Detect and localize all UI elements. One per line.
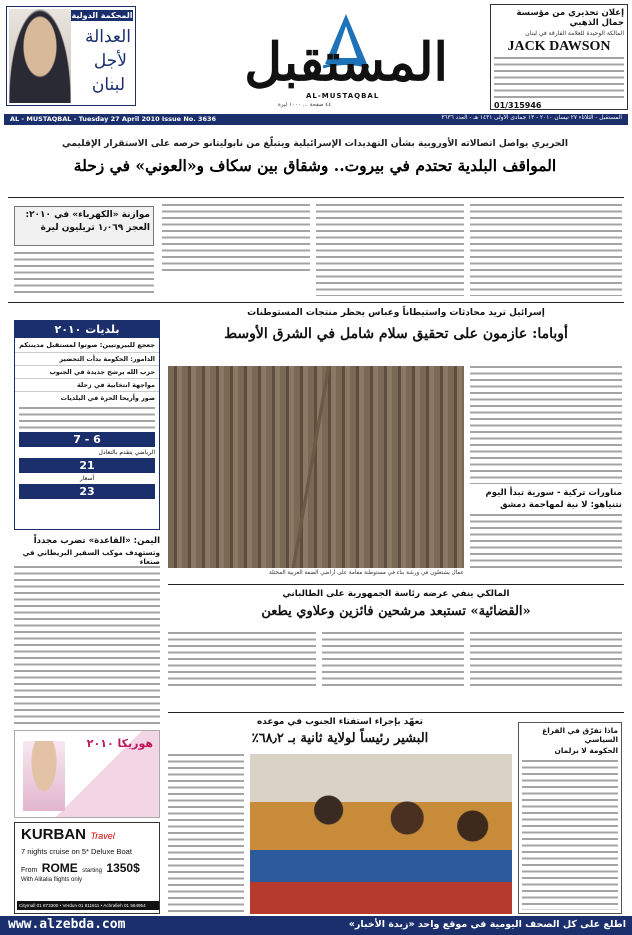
settlement-caption: عمال يشتغلون في ورشة بناء في مستوطنة مقامة على أراضي الضفة الغربية المحتلة (269, 570, 464, 576)
lead-col-1 (470, 204, 622, 296)
mideast-headline: أوباما: عازمون على تحقيق سلام شامل في الشرق الأوسط (224, 326, 568, 342)
tribunal-line3: لبنان (91, 75, 125, 95)
ad-top-headline: إعلان تحذيري من مؤسسة جمال الذهبي (516, 8, 624, 28)
sudan-body (168, 754, 244, 914)
tribunal-line1: العدالة (84, 27, 131, 47)
ad-top-sub: المالكة الوحيدة للعلامة الفارقة في لبنان (525, 30, 624, 37)
from-label: From (21, 867, 38, 874)
kurban-logo (21, 826, 115, 844)
municipal-item: مواجهة انتخابية في زحلة (15, 378, 159, 391)
yemen-headline: اليمن: «القاعدة» تضرب مجدداً (33, 536, 160, 546)
ad-top-brand: JACK DAWSON (507, 39, 611, 54)
turkey-sub: نتنياهو: لا نية لمهاجمة دمشق (499, 500, 622, 510)
price-line: ٤٤ صفحة ... ١٠٠٠ ليرة (278, 102, 332, 108)
municipal-item: حزب الله يرشح جديدة في الجنوب (15, 365, 159, 378)
municipal-item: صور وأريحا الحرة في البلديات (15, 391, 159, 404)
portrait-photo (9, 9, 71, 103)
cruise-text: 7 nights cruise on 5* Deluxe Boat (21, 847, 132, 856)
iraq-col-2 (322, 632, 464, 690)
kurban-ad (14, 822, 160, 914)
tribunal-box (6, 6, 136, 106)
budget-body (14, 252, 154, 296)
score-1-label: الرياضي يتقدم بالتعادل (98, 449, 155, 456)
iraq-col-1 (470, 632, 622, 690)
yemen-body (14, 566, 160, 724)
kurban-travel: Travel (90, 831, 115, 841)
budget-figure: العجز ١٫٠٦٩ تريليون ليرة (40, 223, 150, 233)
logo (178, 10, 448, 110)
divider (168, 584, 624, 585)
ad-top-box (490, 4, 628, 110)
iraq-kicker: المالكي ينفي عرضه رئاسة الجمهورية على الطالباني (282, 589, 510, 599)
budget-title: موازنة «الكهرباء» في ٢٠١٠: (25, 210, 150, 220)
starting-label: starting (82, 868, 102, 874)
footer-bar (0, 916, 632, 935)
horica-title: هوريكا ٢٠١٠ (86, 737, 153, 750)
price-row (21, 859, 140, 877)
municipal-body (19, 407, 155, 429)
dateline-bar (4, 114, 628, 125)
divider (8, 197, 624, 198)
analysis-box (518, 722, 622, 914)
turkey-body (470, 514, 622, 572)
turkey-story (470, 488, 622, 584)
horica-model-photo (23, 741, 65, 811)
footer-slogan: اطلع على كل الصحف اليومية في موقع واحد «زبدة الأخبار» (348, 919, 626, 930)
logo-english: AL-MUSTAQBAL (306, 92, 380, 100)
analysis-body (522, 760, 618, 910)
settlement-photo (168, 366, 464, 568)
horica-ad (14, 730, 160, 818)
yemen-sub: وتستهدف موكب السفير البريطاني في صنعاء (22, 548, 160, 566)
score-3: 23 (79, 485, 95, 498)
logo-arabic: المستقبل (244, 32, 448, 93)
mideast-kicker: إسرائيل تريد محادثات واستيطاناً وعباس يحظر منتجات المستوطنات (247, 308, 545, 318)
analysis-sub: الحكومة لا برلمان (554, 746, 618, 755)
ad-top-phone: 01/315946 (494, 101, 542, 110)
kurban-phones: Citymall 01 873300 • Verdun 01 811611 • Achrafieh 01 564954 (17, 901, 159, 910)
dateline-arabic: المستقبل - الثلاثاء ٢٧ نيسان ٢٠١٠ - ١٣ جمادى الأولى ١٤٣١ هـ - العدد ٣٦٣٦ (441, 115, 622, 121)
city-label: ROME (41, 861, 78, 875)
divider (168, 712, 624, 713)
lead-headline: المواقف البلدية تحتدم في بيروت.. وشقاق بين سكاف و«العوني» في زحلة (73, 156, 557, 175)
tribunal-line2: لأجل (93, 51, 127, 71)
mideast-body (470, 366, 622, 484)
divider (8, 302, 624, 303)
lead-col-3 (162, 204, 310, 274)
sudan-kicker: تعهّد بإجراء استفتاء الجنوب في موعده (257, 717, 423, 727)
municipal-sub: جعجع للبيروتيين: صوتوا لمستقبل مدينتكم (19, 341, 155, 349)
ad-top-body (494, 57, 624, 99)
score-band-2 (19, 458, 155, 473)
dateline-english: AL - MUSTAQBAL - Tuesday 27 April 2010 Issue No. 3636 (10, 115, 217, 123)
score-1: 7 - 6 (73, 433, 101, 446)
municipal-title: بلديات ٢٠١٠ (15, 321, 159, 338)
municipal-item: الدامور: الحكومة بدأت التحضير (15, 352, 159, 365)
iraq-col-3 (168, 632, 316, 690)
bashir-photo (250, 754, 512, 914)
score-2-label: أسعار (79, 475, 95, 482)
score-band-1 (19, 432, 155, 447)
analysis-headline: ماذا تفرّق في الفراغ السياسي (542, 726, 618, 744)
footer-site[interactable]: www.alzebda.com (8, 917, 126, 932)
budget-box (14, 206, 154, 246)
turkey-headline: مناورات تركية - سورية تبدأ اليوم (485, 488, 622, 498)
tribunal-tag: المحكمة الدولية (71, 11, 133, 20)
sudan-headline: البشير رئيساً لولاية ثانية بـ ٦٨٫٢٪ (251, 731, 429, 746)
municipal-box (14, 320, 160, 530)
iraq-headline: «القضائية» تستبعد مرشحين فائزين وعلاوي يطعن (261, 604, 531, 619)
includes-text: With Alitalia flights only (21, 877, 83, 883)
price-label: 1350$ (106, 861, 140, 875)
kurban-brand: KURBAN (21, 826, 86, 843)
lead-col-2 (316, 204, 464, 296)
score-2: 21 (79, 459, 95, 472)
lead-kicker: الحريري يواصل اتصالاته الأوروبية بشأن التهديدات الإسرائيلية ويتبلّغ من نابوليتانو حرصه على الاستقرار الإقليمي (61, 138, 569, 149)
score-band-3 (19, 484, 155, 499)
